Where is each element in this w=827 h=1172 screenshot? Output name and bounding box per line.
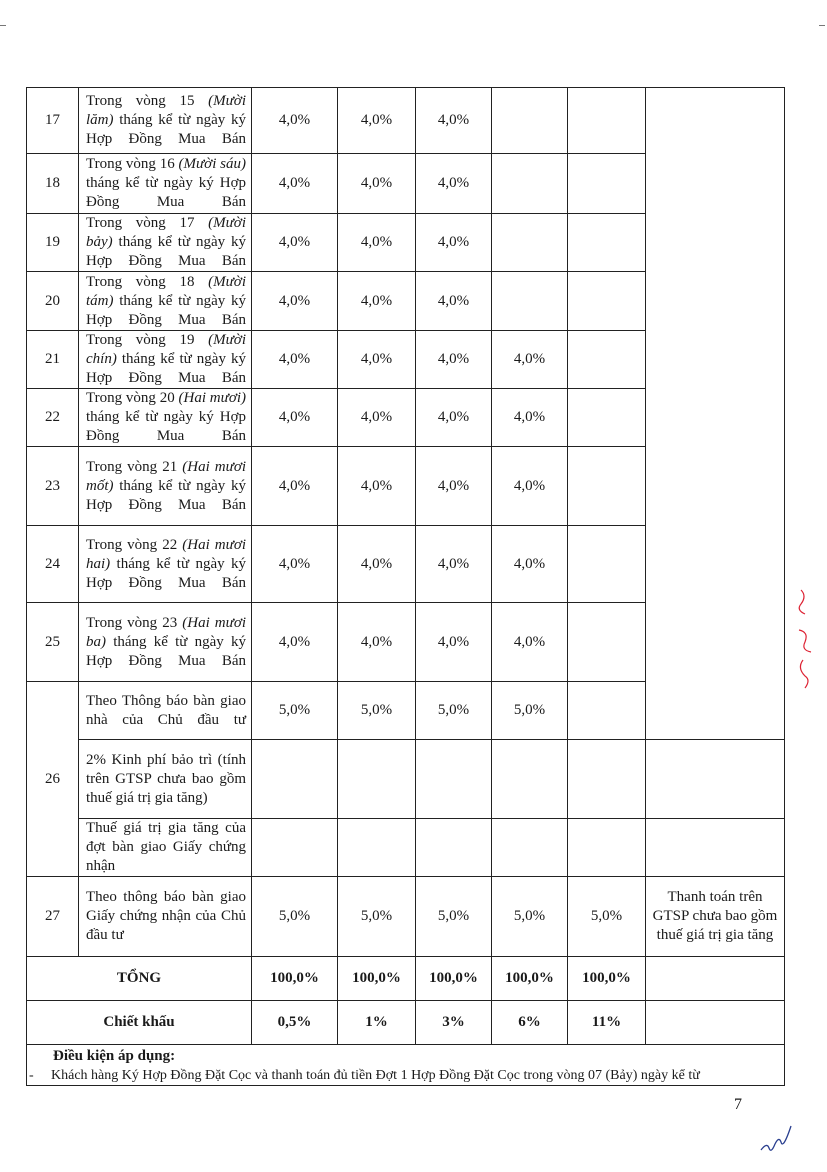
value-cell: 5,0%: [492, 877, 568, 957]
value-cell: [568, 214, 646, 272]
value-cell: 5,0%: [568, 877, 646, 957]
scan-mark-left: [0, 25, 6, 26]
value-cell: [492, 214, 568, 272]
value-cell: 4,0%: [338, 272, 416, 331]
value-cell: 4,0%: [416, 214, 492, 272]
row-number: 21: [27, 331, 79, 389]
red-signature-mark: [793, 580, 823, 700]
value-cell: 4,0%: [252, 603, 338, 682]
value-cell: 4,0%: [252, 389, 338, 447]
value-cell: 4,0%: [416, 272, 492, 331]
value-cell: [492, 819, 568, 877]
row-description: Trong vòng 15 (Mười lăm) tháng kể từ ngày ký Hợp Đồng Mua Bán: [79, 88, 252, 154]
row-description: Trong vòng 23 (Hai mươi ba) tháng kể từ ngày ký Hợp Đồng Mua Bán: [79, 603, 252, 682]
discount-value: 0,5%: [252, 1001, 338, 1045]
initials-signature: [755, 1120, 795, 1156]
value-cell: [568, 819, 646, 877]
value-cell: [568, 272, 646, 331]
note-cell: Thanh toán trên GTSP chưa bao gồm thuế giá trị gia tăng: [646, 877, 785, 957]
row-number: 17: [27, 88, 79, 154]
value-cell: 4,0%: [252, 272, 338, 331]
row-description: Trong vòng 20 (Hai mươi) tháng kể từ ngày ký Hợp Đồng Mua Bán: [79, 389, 252, 447]
value-cell: [338, 819, 416, 877]
value-cell: 4,0%: [416, 389, 492, 447]
value-cell: 4,0%: [338, 389, 416, 447]
value-cell: [416, 740, 492, 819]
value-cell: [492, 272, 568, 331]
row-number: 19: [27, 214, 79, 272]
row-description: Trong vòng 18 (Mười tám) tháng kể từ ngày ký Hợp Đồng Mua Bán: [79, 272, 252, 331]
discount-value: 3%: [416, 1001, 492, 1045]
table-row: [27, 877, 785, 957]
row-number: 18: [27, 154, 79, 214]
value-cell: 4,0%: [338, 88, 416, 154]
value-cell: 5,0%: [416, 682, 492, 740]
discount-label: Chiết khấu: [27, 1001, 252, 1045]
discount-value: 6%: [492, 1001, 568, 1045]
conditions-line: [27, 1066, 784, 1085]
value-cell: [568, 331, 646, 389]
value-cell: 4,0%: [416, 88, 492, 154]
row-description: 2% Kinh phí bảo trì (tính trên GTSP chưa bao gồm thuế giá trị gia tăng): [79, 740, 252, 819]
discount-value: 11%: [568, 1001, 646, 1045]
note-cell-empty: [646, 819, 785, 877]
row-description: Trong vòng 17 (Mười bảy) tháng kể từ ngày ký Hợp Đồng Mua Bán: [79, 214, 252, 272]
row-description: Thuế giá trị gia tăng của đợt bàn giao Giấy chứng nhận: [79, 819, 252, 877]
value-cell: 4,0%: [416, 154, 492, 214]
value-cell: 4,0%: [338, 331, 416, 389]
value-cell: 5,0%: [416, 877, 492, 957]
value-cell: 5,0%: [252, 877, 338, 957]
total-value: 100,0%: [492, 957, 568, 1001]
conditions-text: Khách hàng Ký Hợp Đồng Đặt Cọc và thanh toán đủ tiền Đợt 1 Hợp Đồng Đặt Cọc trong vòng 07 (Bảy) ngày kể từ: [51, 1068, 700, 1083]
total-value: 100,0%: [568, 957, 646, 1001]
value-cell: 4,0%: [338, 447, 416, 526]
value-cell: 4,0%: [492, 526, 568, 603]
conditions-title: Điều kiện áp dụng:: [53, 1048, 176, 1064]
value-cell: 4,0%: [416, 331, 492, 389]
scan-mark-right: [819, 25, 825, 26]
row-number: 20: [27, 272, 79, 331]
value-cell: 4,0%: [416, 526, 492, 603]
value-cell: [492, 154, 568, 214]
discount-value: 1%: [338, 1001, 416, 1045]
table-row: [27, 88, 785, 154]
value-cell: 4,0%: [252, 214, 338, 272]
value-cell: [252, 819, 338, 877]
value-cell: [568, 526, 646, 603]
payment-schedule-table: [26, 87, 785, 1086]
row-number: 23: [27, 447, 79, 526]
value-cell: 4,0%: [252, 331, 338, 389]
row-description: Theo Thông báo bàn giao nhà của Chủ đầu tư: [79, 682, 252, 740]
value-cell: 5,0%: [338, 877, 416, 957]
row-number: 25: [27, 603, 79, 682]
value-cell: 5,0%: [492, 682, 568, 740]
row-number: 22: [27, 389, 79, 447]
discount-row: [27, 1001, 785, 1045]
value-cell: 4,0%: [252, 447, 338, 526]
bullet-dash: -: [29, 1068, 34, 1083]
row-number: 26: [27, 682, 79, 877]
row-number: 24: [27, 526, 79, 603]
value-cell: [568, 389, 646, 447]
value-cell: 4,0%: [252, 88, 338, 154]
value-cell: 5,0%: [252, 682, 338, 740]
total-row: [27, 957, 785, 1001]
total-note-empty: [646, 957, 785, 1001]
value-cell: [416, 819, 492, 877]
value-cell: 4,0%: [492, 331, 568, 389]
value-cell: [338, 740, 416, 819]
value-cell: [568, 447, 646, 526]
note-cell-empty: [646, 740, 785, 819]
value-cell: 4,0%: [338, 214, 416, 272]
conditions-row: [27, 1045, 785, 1086]
row-number: 27: [27, 877, 79, 957]
value-cell: 4,0%: [338, 526, 416, 603]
row-description: Trong vòng 16 (Mười sáu) tháng kể từ ngày ký Hợp Đồng Mua Bán: [79, 154, 252, 214]
total-value: 100,0%: [252, 957, 338, 1001]
value-cell: 4,0%: [492, 447, 568, 526]
value-cell: [252, 740, 338, 819]
table-row: [27, 819, 785, 877]
note-cell-empty: [646, 88, 785, 740]
row-description: Theo thông báo bàn giao Giấy chứng nhận của Chủ đầu tư: [79, 877, 252, 957]
table-row: [27, 740, 785, 819]
value-cell: [568, 682, 646, 740]
value-cell: [492, 740, 568, 819]
value-cell: [568, 154, 646, 214]
value-cell: 4,0%: [492, 389, 568, 447]
value-cell: 4,0%: [492, 603, 568, 682]
value-cell: 4,0%: [252, 154, 338, 214]
value-cell: 4,0%: [338, 154, 416, 214]
row-description: Trong vòng 22 (Hai mươi hai) tháng kể từ ngày ký Hợp Đồng Mua Bán: [79, 526, 252, 603]
value-cell: 4,0%: [252, 526, 338, 603]
value-cell: [568, 740, 646, 819]
row-description: Trong vòng 21 (Hai mươi mốt) tháng kể từ ngày ký Hợp Đồng Mua Bán: [79, 447, 252, 526]
total-value: 100,0%: [338, 957, 416, 1001]
conditions-cell: [27, 1045, 785, 1086]
page-number: 7: [734, 1096, 742, 1113]
total-label: TỔNG: [27, 957, 252, 1001]
value-cell: [568, 603, 646, 682]
total-value: 100,0%: [416, 957, 492, 1001]
value-cell: 4,0%: [416, 603, 492, 682]
value-cell: [568, 88, 646, 154]
value-cell: 4,0%: [338, 603, 416, 682]
value-cell: [492, 88, 568, 154]
row-description: Trong vòng 19 (Mười chín) tháng kể từ ngày ký Hợp Đồng Mua Bán: [79, 331, 252, 389]
value-cell: 4,0%: [416, 447, 492, 526]
discount-note-empty: [646, 1001, 785, 1045]
value-cell: 5,0%: [338, 682, 416, 740]
